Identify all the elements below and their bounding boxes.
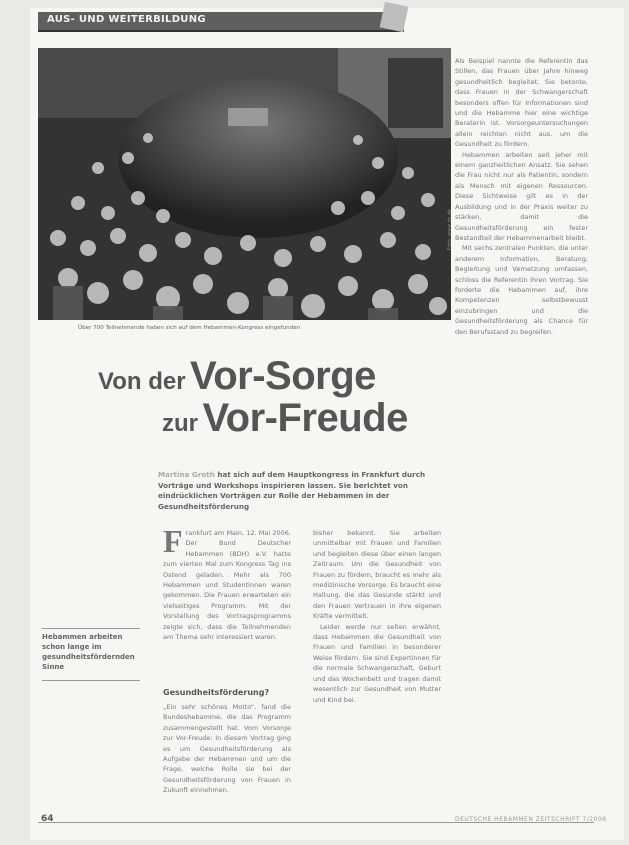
pullquote-rule-top [42,628,140,629]
lead-paragraph [158,470,458,512]
body-paragraph: Leider werde nur selten erwähnt, dass Hebammen die Gesundheit von Frauen und Familien in besonderer Weise fördern. Sie sind Expertinnen für die normale Schwangerschaft, Geburt und das Wochenbett und tragen damit wesentlich zur Gesundheit von Mutter und Kind bei. [313,622,441,704]
body-paragraph: Als Beispiel nannte die Referentin das Stillen, das Frauen über Jahre hinweg gesundheitlich begleitet. Sie betonte, dass Frauen in der Schwangerschaft besonders offen für Informationen sind und die Hebamme hier eine wichtige Beraterin ist. Vorsorgeuntersuchungen allein reichten nicht aus, um die Gesundheit zu fördern. [455,57,588,149]
body-column-3 [455,56,588,337]
drop-cap: F [163,523,183,559]
body-paragraph: Mit sechs zentralen Punkten, die unter anderem Information, Beratung, Begleitung und Vernetzung umfassen, schloss die Referentin ihren Vortrag. Sie forderte die Hebammen auf, ihre Kompetenzen selbstbewusst einzubringen und die Gesundheitsförderung als Chance für den Berufsstand zu begreifen. [455,244,588,336]
journal-name: DEUTSCHE HEBAMMEN ZEITSCHRIFT 7/2006 [455,816,607,823]
body-paragraph: „Ein sehr schönes Motto“, fand die Bundeshebamme, die das Programm zusammengestellt hat. Vom Vorsorge zur Vor-Freude: In diesem Vortrag ging es um Gesundheitsförderung als Aufgabe der Hebammen und um die Frage, welche Rolle sie bei der Gesundheitsförderung von Frauen in Zukunft einnehmen. [163,703,291,795]
body-text: rankfurt am Main, 12. Mai 2006. Der Bund Deutscher Hebammen (BDH) e.V. hatte zum vierten Mal zum Kongress Tag ins Ostend geladen. Mehr als 700 Hebammen und Studentinnen waren gekommen. Die Frauen erwarteten ein vielseitiges Programm. Mit der Vorstellung des Vortragsprogramms zeigte sich, dass die Teilnehmenden am Thema sehr interessiert waren. [163,529,291,642]
section-label: AUS- UND WEITERBILDUNG [47,14,206,25]
body-column-1b [163,702,291,796]
body-paragraph [163,523,291,642]
headline-prefix-2: zur [162,410,198,437]
photo-credit: Foto: www.zb.de [447,208,453,250]
body-paragraph: Hebammen arbeiten seit jeher mit einem ganzheitlichen Ansatz. Sie sehen die Frau nicht nur als Patientin, sondern als Mensch mit eigenen Ressourcen. Diese Sichtweise gilt es in der Ausbildung und in der Praxis weiter zu stärken, damit die Gesundheitsförderung ein fester Bestandteil der Hebammenarbeit bleibt. [455,150,588,242]
headline-prefix: Von der [98,368,186,395]
headline-line-1 [98,354,376,399]
pullquote: Hebammen arbeiten schon lange im gesundheitsfördernden Sinne [42,633,135,671]
body-column-2 [313,528,441,705]
subheading: Gesundheitsförderung? [163,688,270,697]
photo-caption: Über 700 Teilnehmende haben sich auf dem Hebammen-Kongress eingefunden [78,325,301,331]
lead-text: hat sich auf dem Hauptkongress in Frankfurt durch Vorträge und Workshops inspirieren lassen. Sie berichtet von eindrücklichen Vorträgen zur Rolle der Hebammen in der Gesundheitsförderung [158,470,426,511]
headline-line-2 [162,396,408,441]
body-paragraph: bisher bekannt. Sie arbeiten unmittelbar mit Frauen und Familien und begleiten diese über einen langen Zeitraum. Um die Gesundheit von Frauen zu fördern, braucht es mehr als medizinische Vorsorge. Es braucht eine Haltung, die das Gesunde stärkt und den Frauen Vertrauen in ihre eigenen Kräfte vermittelt. [313,529,442,621]
page-number: 64 [41,814,54,824]
audience-illustration [38,48,451,320]
headline-main: Vor-Sorge [190,354,376,398]
body-column-1 [163,523,291,642]
pullquote-rule-bottom [42,680,140,681]
headline-main-2: Vor-Freude [202,396,408,440]
author-name: Martina Groth [158,470,215,479]
conference-photo [38,48,451,320]
